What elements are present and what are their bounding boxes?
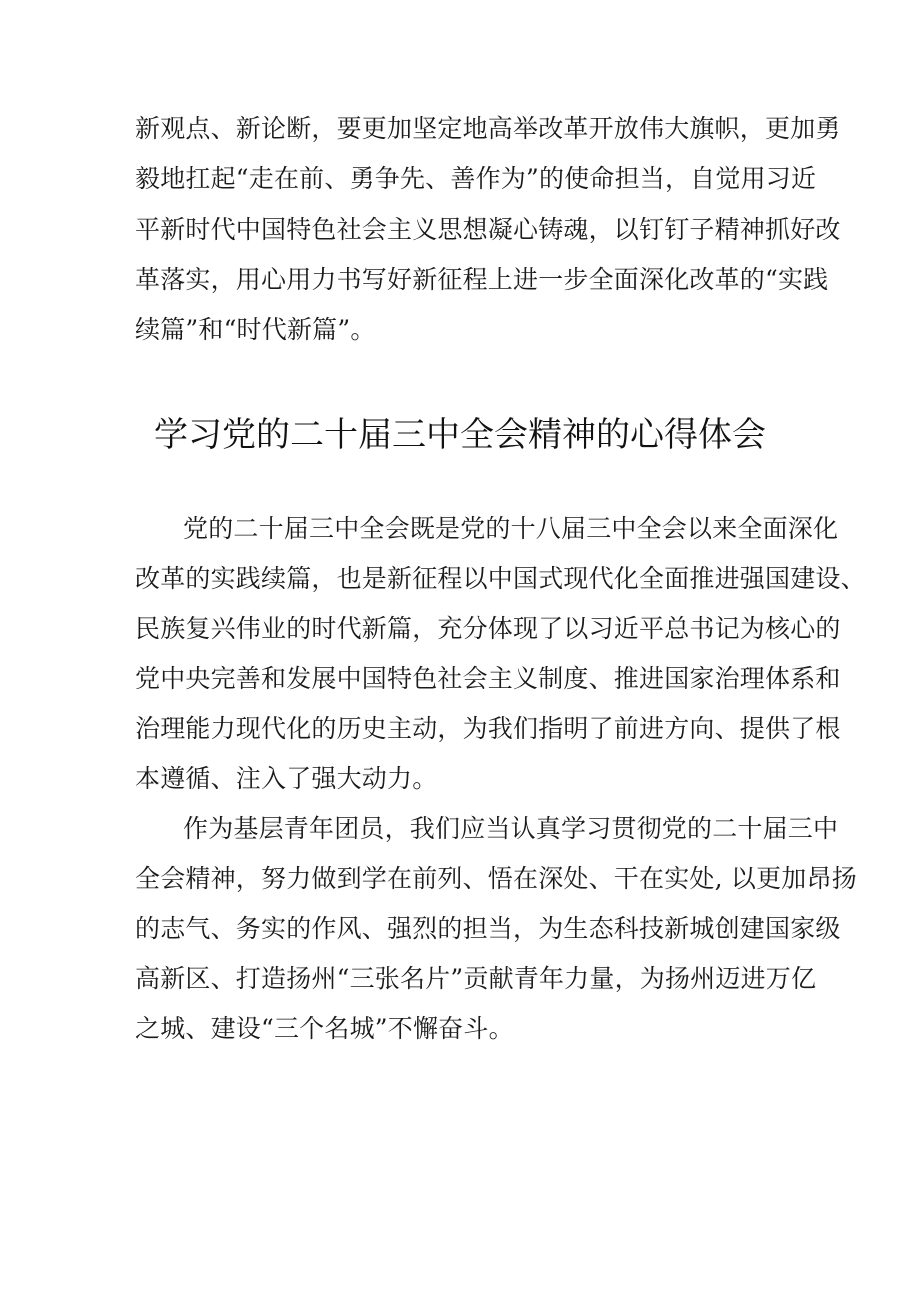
paragraph-line: 治理能力现代化的历史主动，为我们指明了前进方向、提供了根 — [135, 714, 841, 743]
paragraph-line: 全会精神，努力做到学在前列、悟在深处、干在实处, 以更加昂扬 — [135, 864, 857, 893]
paragraph-line: 续篇”和“时代新篇”。 — [135, 315, 376, 344]
paragraph-line: 平新时代中国特色社会主义思想凝心铸魂，以钉钉子精神抓好改 — [135, 215, 841, 244]
paragraph-line: 革落实，用心用力书写好新征程上进一步全面深化改革的“实践 — [135, 265, 829, 294]
paragraph-line: 党的二十届三中全会既是党的十八届三中全会以来全面深化 — [183, 514, 839, 543]
paragraph-line: 之城、建设“三个名城”不懈奋斗。 — [135, 1014, 514, 1043]
paragraph-line: 改革的实践续篇，也是新征程以中国式现代化全面推进强国建设、 — [135, 564, 866, 593]
paragraph-line: 作为基层青年团员，我们应当认真学习贯彻党的二十届三中 — [183, 814, 839, 843]
paragraph-line: 本遵循、注入了强大动力。 — [135, 764, 438, 793]
paragraph-line: 民族复兴伟业的时代新篇，充分体现了以习近平总书记为核心的 — [135, 614, 841, 643]
article-title: 学习党的二十届三中全会精神的心得体会 — [154, 415, 766, 455]
paragraph-line: 的志气、务实的作风、强烈的担当，为生态科技新城创建国家级 — [135, 914, 841, 943]
paragraph-line: 新观点、新论断，要更加坚定地高举改革开放伟大旗帜，更加勇 — [135, 114, 841, 143]
paragraph-line: 毅地扛起“走在前、勇争先、善作为”的使命担当，自觉用习近 — [135, 164, 817, 193]
paragraph-line: 高新区、打造扬州“三张名片”贡献青年力量，为扬州迈进万亿 — [135, 964, 817, 993]
paragraph-line: 党中央完善和发展中国特色社会主义制度、推进国家治理体系和 — [135, 664, 841, 693]
